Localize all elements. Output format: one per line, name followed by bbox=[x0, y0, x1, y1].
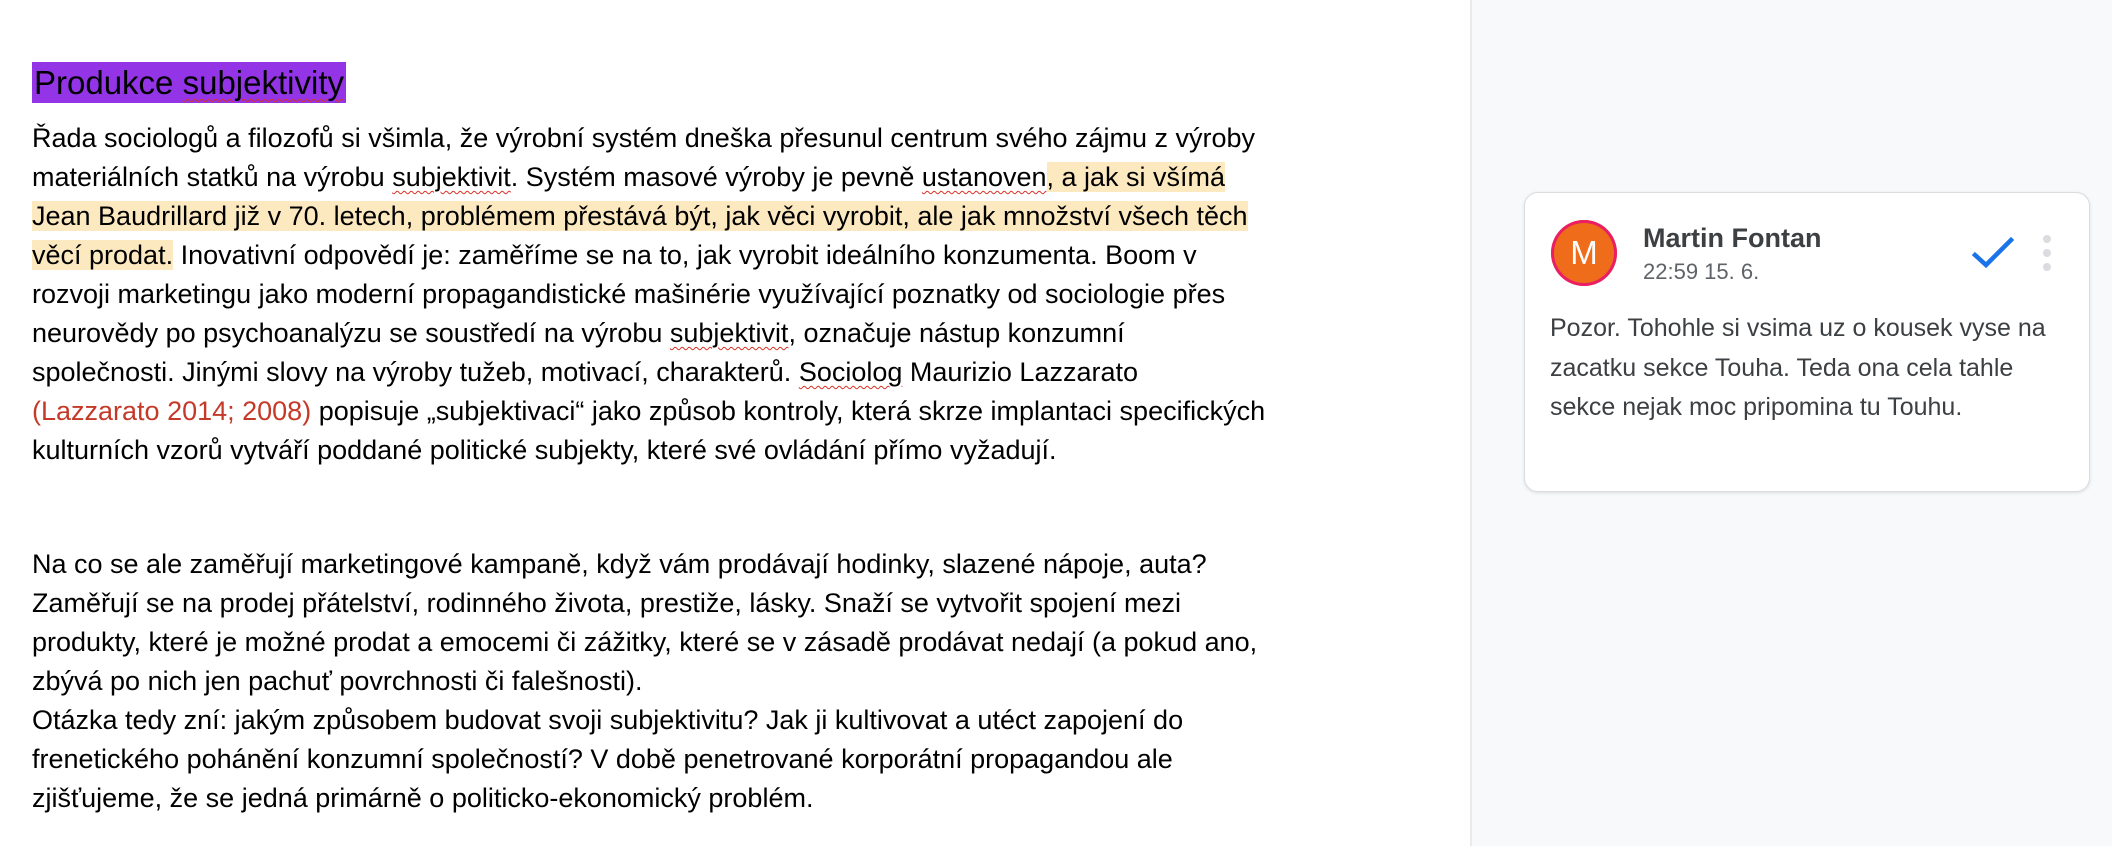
paragraph-1[interactable] bbox=[32, 119, 1272, 470]
paragraph-1-text: , označuje nástup konzumní společnosti. Jinými slovy na výroby tužeb, motivací, charakterů. bbox=[32, 318, 1125, 387]
avatar[interactable]: M bbox=[1551, 220, 1617, 286]
section-heading[interactable] bbox=[32, 62, 346, 103]
more-vert-icon bbox=[2035, 231, 2059, 275]
paragraph-1-text: popisuje „subjektivaci“ jako způsob kontroly, která skrze implantaci specifických kulturních vzorů vytváří poddané politické subjekty, které své ovládání přímo vyžadují. bbox=[32, 396, 1266, 465]
comment-card[interactable] bbox=[1524, 192, 2090, 492]
more-options-button[interactable] bbox=[2035, 231, 2059, 275]
citation-link[interactable]: (Lazzarato 2014; 2008) bbox=[32, 396, 312, 426]
comment-body: Pozor. Tohohle si vsima uz o kousek vyse na zacatku sekce Touha. Teda ona cela tahle sekce nejak moc pripomina tu Touhu. bbox=[1550, 314, 2046, 421]
spellcheck-word[interactable]: ustanoven bbox=[921, 162, 1047, 192]
comment-timestamp: 22:59 15. 6. bbox=[1643, 259, 1760, 284]
paragraph-3[interactable]: Otázka tedy zní: jakým způsobem budovat svoji subjektivitu? Jak ji kultivovat a utéct zapojení do frenetického pohánění konzumní společností? V době penetrované korporátní propagandou ale zjišťujeme, že se jedná primárně o politicko-ekonomický problém. bbox=[32, 705, 1184, 813]
paragraph-1-text: . Systém masové výroby je pevně bbox=[510, 162, 922, 192]
paragraph-1-text: Maurizio Lazzarato bbox=[902, 357, 1138, 387]
commented-text-highlight[interactable]: , a jak si všímá Jean Baudrillard již v 70. letech, problémem přestává být, jak věci vyrobit, ale jak množství všech těch věcí prodat. bbox=[32, 162, 1248, 270]
spellcheck-word[interactable]: Sociolog bbox=[798, 357, 903, 387]
checkmark-icon bbox=[1971, 231, 2015, 275]
paragraph-1-text: Inovativní odpovědí je: zaměříme se na to, jak vyrobit ideálního konzumenta. Boom v rozvoji marketingu jako moderní propagandistické mašinérie využívající poznatky od sociologie přes neurovědy po psychoanalýzu se soustředí na výrobu bbox=[32, 240, 1226, 348]
spellcheck-word[interactable]: subjektivit bbox=[669, 318, 789, 348]
paragraph-2[interactable]: Na co se ale zaměřují marketingové kampaně, když vám prodávají hodinky, slazené nápoje, auta? Zaměřují se na prodej přátelství, rodinného života, prestiže, lásky. Snaží se vytvořit spojení mezi produkty, které je možné prodat a emocemi či zážitky, které se v zásadě prodávat nedají (a pokud ano, zbývá po nich jen pachuť povrchnosti či falešnosti). bbox=[32, 549, 1258, 696]
paragraph-1-text: Řada sociologů a filozofů si všimla, že výrobní systém dneška přesunul centrum svého zájmu z výroby materiálních statků na výrobu bbox=[32, 123, 1256, 192]
comment-author: Martin Fontan bbox=[1643, 223, 1822, 253]
resolve-button[interactable] bbox=[1971, 231, 2015, 275]
heading-word-produkce: Produkce bbox=[34, 64, 183, 101]
spellcheck-word[interactable]: subjektivit bbox=[392, 162, 511, 192]
spellcheck-word[interactable]: subjektivity bbox=[182, 64, 344, 101]
